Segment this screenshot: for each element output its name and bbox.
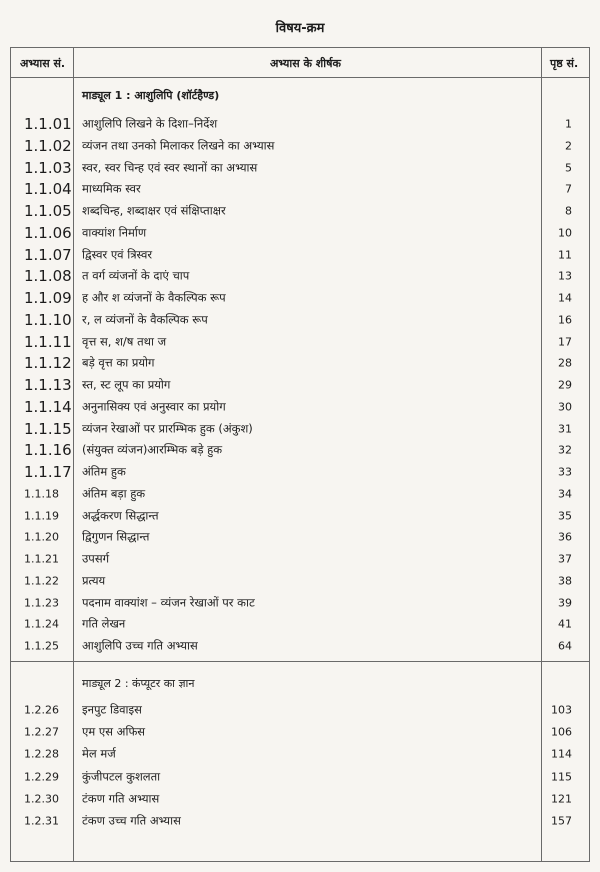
exercise-title: स्वर, स्वर चिन्ह एवं स्वर स्थानों का अभ्यास — [82, 160, 258, 174]
exercise-title: कुंजीपटल कुशलता — [82, 769, 161, 784]
toc-row — [0, 810, 600, 832]
page-number: 38 — [558, 574, 572, 588]
exercise-number: 1.2.27 — [24, 725, 59, 739]
toc-row — [0, 178, 600, 200]
page-number: 17 — [558, 335, 572, 348]
exercise-title: आशुलिपि उच्च गति अभ्यास — [82, 638, 198, 653]
page-number: 1 — [565, 117, 572, 131]
exercise-title: गति लेखन — [82, 616, 126, 631]
exercise-title: टंकण गति अभ्यास — [82, 791, 160, 806]
exercise-number: 1.1.07 — [24, 245, 72, 264]
exercise-number: 1.1.03 — [24, 158, 72, 177]
page-number: 35 — [558, 509, 572, 522]
exercise-number: 1.1.11 — [24, 332, 72, 351]
page-number: 157 — [551, 814, 572, 828]
page-title: विषय-क्रम — [275, 21, 325, 36]
page-number: 31 — [558, 422, 572, 435]
exercise-title: इनपुट डिवाइस — [82, 702, 142, 717]
toc-row — [0, 374, 600, 396]
page-number: 34 — [558, 487, 572, 501]
exercise-title: स्त, स्ट लूप का प्रयोग — [82, 377, 171, 392]
toc-row — [0, 721, 600, 743]
exercise-title: त वर्ग व्यंजनों के दाएं चाप — [82, 268, 190, 283]
exercise-number: 1.2.30 — [24, 792, 59, 806]
exercise-number: 1.1.22 — [24, 574, 59, 588]
page-number: 5 — [565, 161, 572, 174]
toc-row — [0, 461, 600, 483]
page-number: 14 — [558, 291, 572, 305]
page-number: 10 — [558, 226, 572, 240]
toc-row — [0, 222, 600, 244]
exercise-number: 1.1.13 — [24, 376, 72, 394]
page-number: 41 — [558, 617, 572, 631]
toc-row — [0, 396, 600, 418]
toc-row — [0, 743, 600, 765]
toc-row — [0, 592, 600, 614]
page-number: 16 — [558, 313, 572, 327]
page-number: 8 — [565, 204, 572, 218]
toc-row — [0, 526, 600, 548]
toc-row — [0, 113, 600, 135]
header-divider — [10, 77, 590, 78]
exercise-title: अंतिम हुक — [82, 464, 126, 479]
toc-row — [0, 157, 600, 179]
toc-row — [0, 548, 600, 570]
page-number: 11 — [558, 248, 572, 261]
module-1-heading: माड्यूल 1 : आशुलिपि (शॉर्टहैण्ड) — [82, 89, 220, 102]
exercise-title: शब्दचिन्ह, शब्दाक्षर एवं संक्षिप्ताक्षर — [82, 203, 226, 218]
exercise-title: व्यंजन रेखाओं पर प्रारम्भिक हुक (अंकुश) — [82, 421, 253, 435]
exercise-title: अर्द्धकरण सिद्धान्त — [82, 508, 159, 522]
exercise-title: द्विगुणन सिद्धान्त — [82, 529, 150, 544]
exercise-title: आशुलिपि लिखने के दिशा–निर्देश — [82, 116, 218, 131]
page-number: 7 — [565, 182, 572, 196]
exercise-number: 1.1.04 — [24, 180, 72, 199]
page-number: 114 — [551, 747, 572, 761]
exercise-title: र, ल व्यंजनों के वैकल्पिक रूप — [82, 312, 208, 327]
exercise-number: 1.1.17 — [24, 463, 72, 481]
exercise-number: 1.1.15 — [24, 419, 72, 438]
exercise-number: 1.1.19 — [24, 509, 59, 522]
toc-row — [0, 265, 600, 287]
exercise-title: अनुनासिक्य एवं अनुस्वार का प्रयोग — [82, 399, 226, 414]
page-number: 121 — [551, 792, 572, 806]
exercise-number: 1.1.20 — [24, 530, 59, 544]
toc-row — [0, 331, 600, 353]
toc-row — [0, 570, 600, 592]
exercise-title: द्विस्वर एवं त्रिस्वर — [82, 247, 153, 261]
page-number: 64 — [558, 639, 572, 653]
exercise-number: 1.1.09 — [24, 289, 72, 307]
exercise-title: प्रत्यय — [82, 573, 106, 588]
exercise-number: 1.2.26 — [24, 703, 59, 717]
exercise-title: टंकण उच्च गति अभ्यास — [82, 813, 181, 828]
exercise-title: मेल मर्ज — [82, 746, 116, 761]
page-number: 39 — [558, 596, 572, 609]
exercise-number: 1.1.18 — [24, 487, 59, 501]
exercise-number: 1.1.21 — [24, 552, 59, 566]
module-divider — [10, 661, 590, 662]
exercise-number: 1.2.31 — [24, 814, 59, 828]
page-number: 106 — [551, 725, 572, 739]
exercise-number: 1.1.05 — [24, 202, 72, 220]
exercise-number: 1.1.06 — [24, 223, 72, 242]
exercise-number: 1.1.08 — [24, 267, 72, 286]
exercise-title: अंतिम बड़ा हुक — [82, 486, 146, 501]
exercise-number: 1.1.16 — [24, 441, 72, 460]
exercise-title: वाक्यांश निर्माण — [82, 225, 147, 240]
toc-row — [0, 418, 600, 440]
header-exercise-title: अभ्यास के शीर्षक — [270, 57, 341, 70]
toc-row — [0, 135, 600, 157]
toc-row — [0, 352, 600, 374]
toc-row — [0, 766, 600, 788]
exercise-number: 1.1.12 — [24, 354, 72, 373]
toc-row — [0, 613, 600, 635]
page-number: 33 — [558, 465, 572, 479]
exercise-title: ह और श व्यंजनों के वैकल्पिक रूप — [82, 290, 226, 305]
toc-row — [0, 699, 600, 721]
exercise-title: पदनाम वाक्यांश – व्यंजन रेखाओं पर काट — [82, 595, 255, 609]
exercise-number: 1.1.24 — [24, 617, 59, 631]
exercise-number: 1.1.25 — [24, 639, 59, 653]
page-number: 115 — [551, 770, 572, 784]
exercise-title: बड़े वृत्त का प्रयोग — [82, 355, 155, 370]
exercise-title: वृत्त स, श/ष तथा ज — [82, 334, 167, 348]
toc-row — [0, 200, 600, 222]
page-number: 103 — [551, 703, 572, 717]
page-number: 36 — [558, 530, 572, 544]
page-number: 37 — [558, 552, 572, 566]
exercise-number: 1.1.01 — [24, 115, 72, 133]
exercise-number: 1.2.28 — [24, 747, 59, 761]
exercise-number: 1.1.10 — [24, 310, 72, 329]
exercise-title: उपसर्ग — [82, 551, 110, 566]
exercise-title: (संयुक्त व्यंजन)आरम्भिक बड़े हुक — [82, 442, 223, 457]
exercise-number: 1.1.14 — [24, 397, 72, 416]
toc-row — [0, 635, 600, 657]
exercise-number: 1.1.23 — [24, 596, 59, 609]
toc-row — [0, 483, 600, 505]
exercise-title: एम एस अफिस — [82, 724, 146, 739]
toc-row — [0, 788, 600, 810]
toc-row — [0, 244, 600, 266]
page-number: 32 — [558, 443, 572, 457]
exercise-title: माध्यमिक स्वर — [82, 181, 141, 196]
page-number: 2 — [565, 139, 572, 153]
toc-row — [0, 439, 600, 461]
exercise-number: 1.1.02 — [24, 136, 72, 155]
page-number: 13 — [558, 269, 572, 283]
page-number: 28 — [558, 356, 572, 370]
module-2-heading: माड्यूल 2 : कंप्यूटर का ज्ञान — [82, 677, 195, 690]
exercise-number: 1.2.29 — [24, 770, 59, 784]
header-page-no: पृष्ठ सं. — [550, 57, 579, 70]
exercise-title: व्यंजन तथा उनको मिलाकर लिखने का अभ्यास — [82, 138, 275, 153]
toc-row — [0, 505, 600, 527]
toc-row — [0, 287, 600, 309]
header-exercise-no: अभ्यास सं. — [20, 57, 66, 70]
page-number: 29 — [558, 378, 572, 392]
toc-row — [0, 309, 600, 331]
page-number: 30 — [558, 400, 572, 414]
